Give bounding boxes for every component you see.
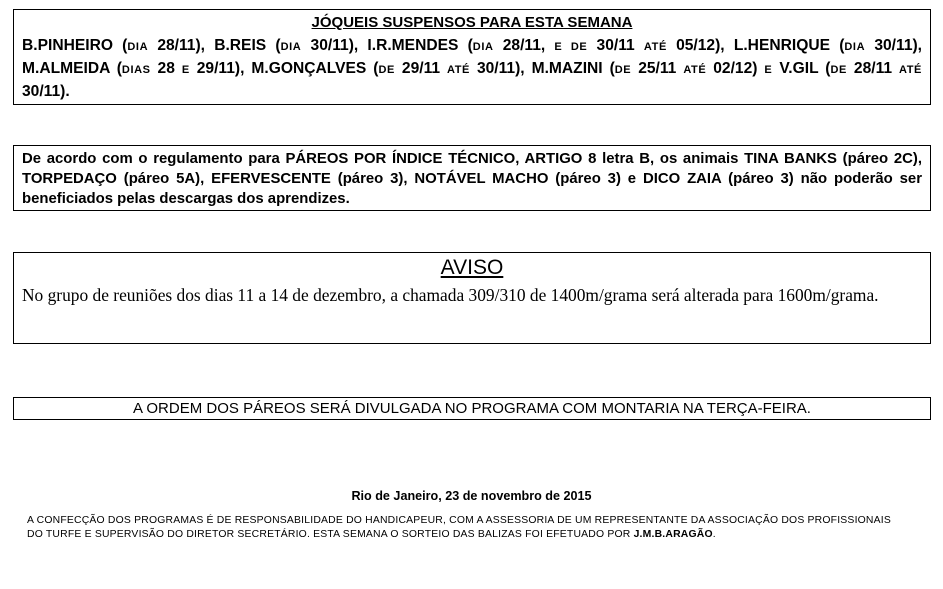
jockey-entry: I.R.MENDES (DIA 28/11, E DE 30/11 ATÉ 05/12), (367, 37, 734, 54)
draw-official-name: J.M.B.ARAGÃO (633, 529, 713, 540)
suspended-jockeys-list (22, 35, 922, 102)
race-order-text: A ORDEM DOS PÁREOS SERÁ DIVULGADA NO PROGRAMA COM MONTARIA NA TERÇA-FEIRA. (133, 400, 811, 417)
suspended-jockeys-box (13, 9, 931, 105)
aviso-text: No grupo de reuniões dos dias 11 a 14 de dezembro, a chamada 309/310 de 1400m/grama será alterada para 1600m/grama. (22, 285, 879, 305)
regulation-notice-box (13, 145, 931, 211)
regulation-notice-text: De acordo com o regulamento para PÁREOS POR ÍNDICE TÉCNICO, ARTIGO 8 letra B, os animais TINA BANKS (páreo 2C), TORPEDAÇO (páreo 5A), EFERVESCENTE (páreo 3), NOTÁVEL MACHO (páreo 3) e DICO ZAIA (páreo 3) não poderão ser beneficiados pelas descargas dos aprendizes. (22, 151, 922, 207)
aviso-title: AVISO (440, 256, 504, 279)
jockey-entry: L.HENRIQUE (DIA 30/11), (733, 37, 923, 54)
jockey-entry: M.GONÇALVES (DE 29/11 ATÉ 30/11), (251, 60, 532, 77)
city-date: Rio de Janeiro, 23 de novembro de 2015 (351, 489, 592, 503)
jockey-entry: B.PINHEIRO (DIA 28/11), (22, 37, 215, 54)
race-order-box (13, 397, 931, 420)
footer-note: A CONFECÇÃO DOS PROGRAMAS É DE RESPONSABILIDADE DO HANDICAPEUR, COM A ASSESSORIA DE UM REPRESENTANTE DA ASSOCIAÇÃO DOS PROFISSIONAIS DO TURFE E SUPERVISÃO DO DIRETOR SECRETÁRIO. ESTA SEMANA O SORTEIO DAS BALIZAS FOI EFETUADO POR J.M.B.ARAGÃO. (27, 515, 891, 540)
jockey-entry: B.REIS (DIA 30/11), (214, 37, 368, 54)
jockey-entry: M.MAZINI (DE 25/11 ATÉ 02/12) E (531, 60, 773, 77)
jockey-entry: M.ALMEIDA (DIAS 28 E 29/11), (22, 60, 252, 77)
suspended-jockeys-title: JÓQUEIS SUSPENSOS PARA ESTA SEMANA (311, 14, 633, 31)
jockey-entry: V.GIL (DE 28/11 ATÉ 30/11). (22, 60, 922, 100)
aviso-box (13, 252, 931, 344)
